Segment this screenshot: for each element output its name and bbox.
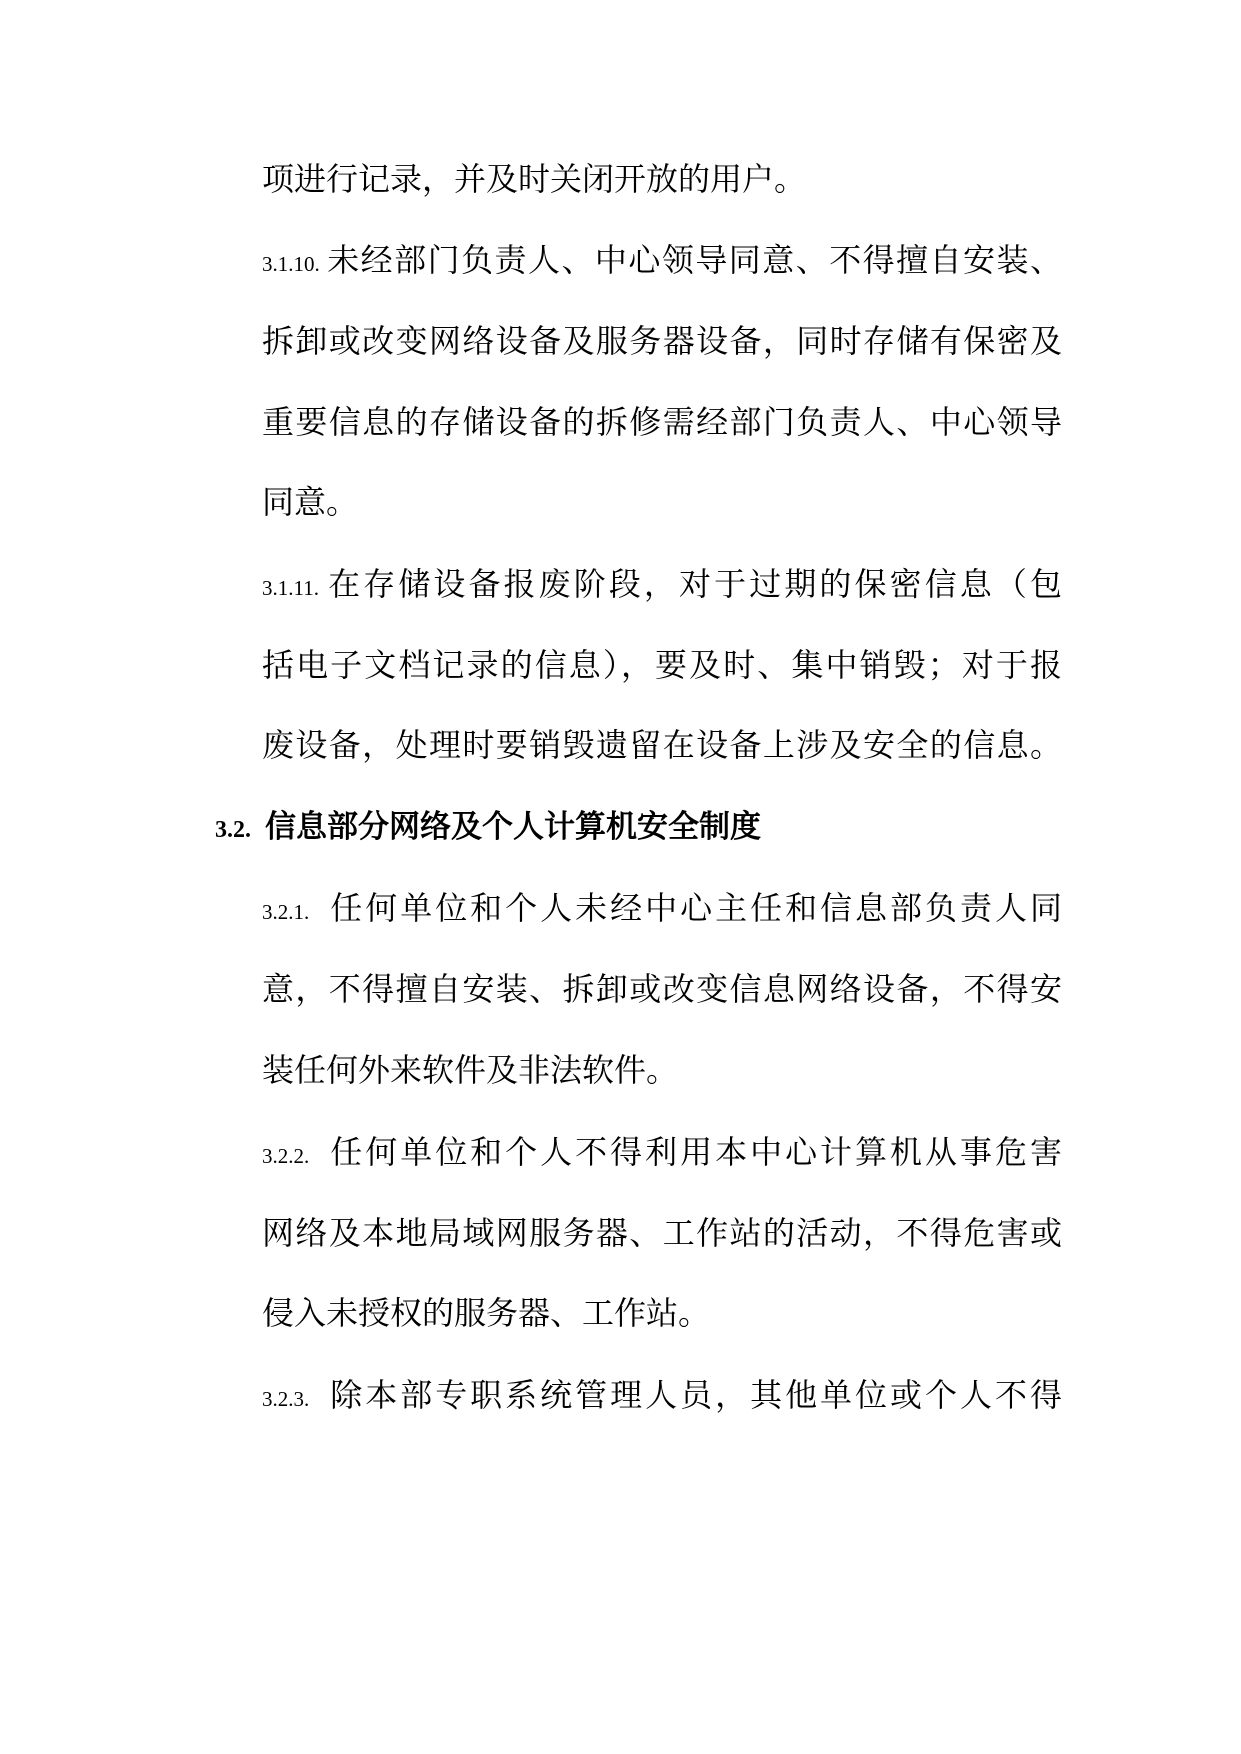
- item-3-2-1-line-1: 3.2.1. 任何单位和个人未经中心主任和信息部负责人同: [262, 889, 1062, 927]
- item-3-1-10-line-1: 3.1.10. 未经部门负责人、中心领导同意、不得擅自安装、: [262, 241, 1062, 279]
- paragraph-line: 项进行记录，并及时关闭开放的用户。: [262, 160, 807, 198]
- item-number: 3.2.3.: [262, 1387, 310, 1411]
- item-number: 3.1.11.: [262, 576, 319, 600]
- item-3-2-3-line-1: 3.2.3. 除本部专职系统管理人员，其他单位或个人不得: [262, 1376, 1062, 1414]
- item-3-2-2-line-3: 侵入未授权的服务器、工作站。: [262, 1294, 711, 1332]
- item-number: 3.2.1.: [262, 900, 310, 924]
- item-3-1-11-line-2: 括电子文档记录的信息），要及时、集中销毁；对于报: [262, 646, 1062, 684]
- item-3-2-1-line-3: 装任何外来软件及非法软件。: [262, 1051, 679, 1089]
- item-3-2-2-line-1: 3.2.2. 任何单位和个人不得利用本中心计算机从事危害: [262, 1133, 1062, 1171]
- item-3-1-11-line-3: 废设备，处理时要销毁遗留在设备上涉及安全的信息。: [262, 726, 1062, 764]
- item-3-2-1-line-2: 意，不得擅自安装、拆卸或改变信息网络设备，不得安: [262, 970, 1062, 1008]
- section-number: 3.2.: [215, 817, 251, 843]
- section-title: 信息部分网络及个人计算机安全制度: [265, 809, 761, 845]
- item-3-1-10-line-4: 同意。: [262, 483, 359, 521]
- item-3-1-11-line-1: 3.1.11. 在存储设备报废阶段，对于过期的保密信息（包: [262, 565, 1062, 603]
- item-3-1-10-line-3: 重要信息的存储设备的拆修需经部门负责人、中心领导: [262, 403, 1062, 441]
- item-3-1-10-line-2: 拆卸或改变网络设备及服务器设备，同时存储有保密及: [262, 322, 1062, 360]
- item-3-2-2-line-2: 网络及本地局域网服务器、工作站的活动，不得危害或: [262, 1214, 1062, 1252]
- item-number: 3.1.10.: [262, 252, 320, 276]
- section-heading-3-2: [215, 802, 1015, 852]
- item-number: 3.2.2.: [262, 1144, 310, 1168]
